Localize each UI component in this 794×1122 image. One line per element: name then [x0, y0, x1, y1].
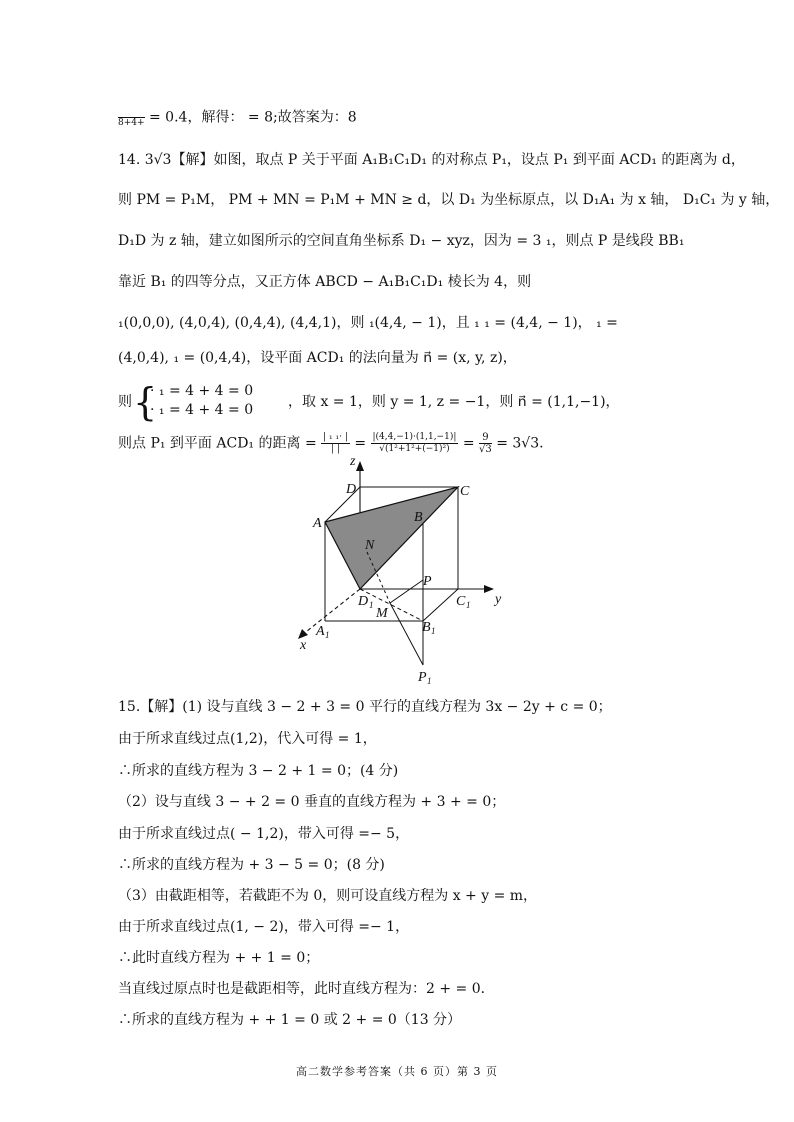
- system-row-1: · ₁ = 4 + 4 = 0: [150, 383, 254, 399]
- fraction: $\frac{\text{| ₁ ₁· |}}{| |}$: [323, 432, 348, 454]
- page-footer: 高二数学参考答案（共 6 页）第 3 页: [296, 1065, 498, 1078]
- fraction: $\frac{|(4,4,-1)\cdot(1,1,-1)|}{\text{√(1²+1²+(−1)²)}}$: [372, 432, 457, 454]
- label-d1: D: [358, 594, 369, 609]
- label-a1: A: [316, 624, 325, 639]
- label-x: x: [300, 638, 307, 653]
- label-c: C: [460, 484, 470, 499]
- system-post: ，取 x = 1，则 y = 1, z = −1，则 n⃗ = (1,1,−1)，: [288, 394, 620, 410]
- answer-15-line-3: ∴所求的直线方程为 3 − 2 + 1 = 0；(4 分): [118, 763, 399, 779]
- answer-14-line-4: 靠近 B₁ 的四等分点，又正方体 ABCD − A₁B₁C₁D₁ 棱长为 4，则: [118, 274, 532, 290]
- distance-pre: 则点 P₁ 到平面 ACD₁ 的距离 =: [118, 435, 317, 452]
- label-a: A: [313, 516, 322, 531]
- label-z: z: [350, 455, 356, 469]
- label-d1-sub: 1: [369, 600, 374, 610]
- answer-15-line-6: ∴所求的直线方程为 + 3 − 5 = 0；(8 分): [118, 857, 385, 873]
- answer-15-line-7: （3）由截距相等，若截距不为 0，则可设直线方程为 x + y = m，: [118, 888, 538, 904]
- label-p: P: [423, 574, 432, 589]
- fraction: $\frac{9}{√3}$: [479, 432, 492, 455]
- label-d: D: [346, 482, 357, 497]
- label-y: y: [495, 592, 502, 607]
- answer-15-line-10: 当直线过原点时也是截距相等，此时直线方程为：2 + = 0．: [118, 981, 495, 997]
- answer-15-line-9: ∴此时直线方程为 + + 1 = 0；: [118, 950, 320, 966]
- label-b1: B: [422, 620, 431, 635]
- answer-15-line-11: ∴所求的直线方程为 + + 1 = 0 或 2 + = 0（13 分）: [118, 1012, 462, 1028]
- edge-b1c1: [423, 589, 458, 621]
- label-a1-sub: 1: [325, 630, 330, 640]
- answer-14-line-6: (4,0,4), ₁ = (0,4,4)，设平面 ACD₁ 的法向量为 n⃗ = (x, y, z)，: [118, 350, 517, 366]
- answer-14-line-1: 14. 3√3【解】如图，取点 P 关于平面 A₁B₁C₁D₁ 的对称点 P₁，设点 P₁ 到平面 ACD₁ 的距离为 d，: [118, 152, 745, 168]
- line-mp: [390, 580, 423, 603]
- system-row-2: · ₁ = 4 + 4 = 0: [150, 402, 254, 418]
- label-p1: P: [418, 670, 427, 685]
- left-brace: {: [133, 380, 158, 424]
- answer-15-line-8: 由于所求直线过点(1, − 2)，带入可得 =− 1，: [118, 919, 410, 935]
- label-m: M: [376, 606, 388, 621]
- fraction: 8+4+: [118, 106, 145, 129]
- y-arrow: [484, 585, 494, 593]
- answer-14-distance: 则点 P₁ 到平面 ACD₁ 的距离 = $\frac{\text{| ₁ ₁· |}}{| |}$ = $\frac{|(4,4,-1)\cdot(1,1,-1)|}{\text{√(1²+1²+(−1)²)}}$ = $\frac{9}{√3}$ = 3√3.: [118, 432, 544, 455]
- answer-13-tail: [118, 106, 357, 129]
- label-n: N: [365, 538, 375, 553]
- answer-15-line-1: 15.【解】(1) 设与直线 3 − 2 + 3 = 0 平行的直线方程为 3x − 2y + c = 0；: [118, 699, 612, 715]
- answer-13-text: = 0.4，解得： = 8;故答案为：8: [149, 109, 357, 126]
- answer-14-line-5: ₁(0,0,0), (4,0,4), (0,4,4), (4,4,1)，则 ₁(4,4, − 1)，且 ₁ ₁ = (4,4, − 1)， ₁ =: [118, 315, 618, 331]
- label-c1: C: [456, 594, 466, 609]
- label-c1-sub: 1: [466, 600, 471, 610]
- z-arrow: [356, 461, 364, 471]
- answer-14-line-3: D₁D 为 z 轴，建立如图所示的空间直角坐标系 D₁ − xyz，因为 = 3 ₁，则点 P 是线段 BB₁: [118, 233, 685, 249]
- label-b1-sub: 1: [431, 626, 436, 636]
- cube-figure: [290, 455, 520, 685]
- label-p1-sub: 1: [427, 676, 432, 685]
- answer-15-line-4: （2）设与直线 3 − + 2 = 0 垂直的直线方程为 + 3 + = 0；: [118, 794, 506, 810]
- answer-15-line-2: 由于所求直线过点(1,2)，代入可得 = 1，: [118, 731, 377, 747]
- label-b: B: [414, 510, 423, 525]
- x-axis: [302, 589, 360, 635]
- answer-14-line-2: 则 PM = P₁M， PM + MN = P₁M + MN ≥ d，以 D₁ 为坐标原点，以 D₁A₁ 为 x 轴， D₁C₁ 为 y 轴，: [118, 192, 780, 208]
- system-prefix: 则: [118, 394, 132, 410]
- answer-15-line-5: 由于所求直线过点( − 1,2)，带入可得 =− 5，: [118, 826, 410, 842]
